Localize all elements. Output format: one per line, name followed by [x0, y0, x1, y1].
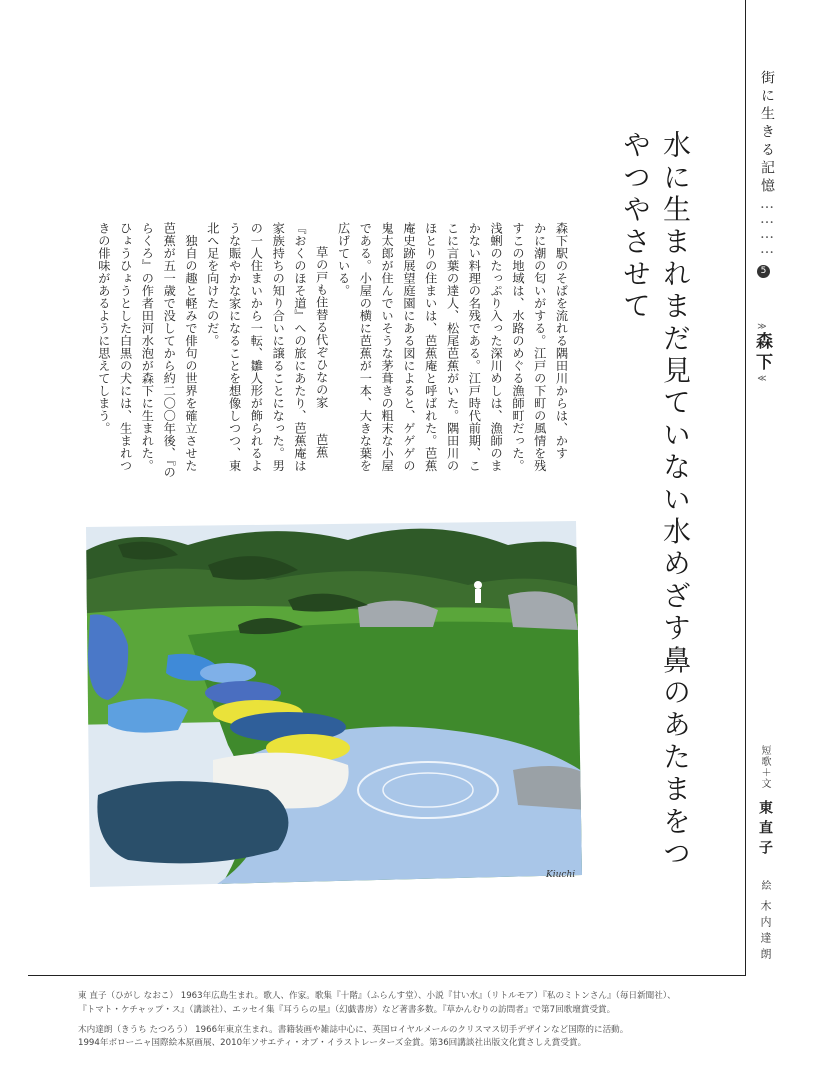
rock-dark	[97, 781, 288, 863]
essay-line: 鬼太郎が住んでいそうな茅葺きの粗末な小屋	[380, 222, 395, 472]
essay-line: かない料理の名残である。江戸時代前期、こ	[467, 222, 482, 472]
credit-role-author: 短歌＋文	[759, 745, 770, 789]
series-title	[757, 70, 777, 256]
bio-line: 東 直子（ひがし なおこ） 1963年広島生まれ。歌人、作家。歌集『十階』（ふらんす堂）、小説『甘い水』（リトルモア）『私のミトンさん』（毎日新聞社）、	[78, 991, 676, 1001]
essay-line: 独自の趣と軽みで俳句の世界を確立させた	[183, 222, 198, 472]
essay-line: 広げている。	[336, 222, 351, 297]
illustrator-signature: Kiuchi	[546, 870, 576, 880]
essay-line: 北へ足を向けたのだ。	[205, 222, 220, 347]
series-dots: …………	[759, 196, 775, 256]
essay-line: 芭蕉が五一歳で没してから約二〇〇年後、『の	[162, 222, 177, 479]
essay-line: かに潮の匂いがする。江戸の下町の風情を残	[532, 222, 547, 472]
bio-line: 『トマト・ケチャップ・ス』（講談社）、エッセイ集『耳うらの星』（幻戯書房）など著書多数。『草かんむりの訪問者』で第7回歌壇賞受賞。	[78, 1004, 616, 1015]
chevron-right-icon: ≪	[757, 374, 767, 384]
rock	[513, 766, 588, 810]
series-title-text: 街に生きる記憶	[759, 70, 775, 196]
essay-line: の一人住まいから一転、雛人形が飾られるよ	[249, 222, 264, 472]
place-name	[750, 322, 775, 384]
credit-name-author: 東直子	[757, 800, 773, 860]
haiku-line	[310, 222, 332, 462]
haiku-author: 芭蕉	[314, 433, 329, 459]
vertical-rule	[745, 0, 746, 976]
stepping-stone	[200, 663, 256, 683]
haiku-text: 草の戸も住替る代ぞひなの家	[314, 246, 329, 409]
credit-role-illustrator: 絵	[759, 880, 770, 890]
essay-line: 森下駅のそばを流れる隅田川からは、かす	[554, 222, 569, 460]
essay-line: うな賑やかな家になることを想像しつつ、東	[227, 222, 242, 472]
place-text: 森下	[752, 332, 772, 374]
essay-line: きの俳味があるように思えてしまう。	[96, 222, 111, 435]
bio-line: 1994年ボローニャ国際絵本原画展、2010年ソサエティ・オブ・イラストレーターズ金賞。第36回講談社出版文化賞さしえ賞受賞。	[78, 1038, 587, 1049]
credit-name-illustrator: 木内達朗	[759, 900, 772, 964]
essay-line: 庵史跡展望庭園にある図によると、ゲゲゲの	[401, 222, 416, 472]
horizontal-rule	[28, 975, 746, 976]
essay-body	[92, 222, 572, 479]
essay-line: 浅蜊のたっぷり入った深川めしは、漁師のま	[489, 222, 504, 472]
essay-line: 『おくのほそ道』への旅にあたり、芭蕉庵は	[292, 222, 307, 472]
bios	[78, 990, 758, 1051]
series-number-badge: 5	[757, 265, 770, 278]
bio-line: 木内達朗（きうち たつろう） 1966年東京生まれ。書籍装画や雑誌中心に、英国ロイヤルメールのクリスマス切手デザインなど国際的に活動。	[78, 1024, 629, 1035]
essay-line: ひょうひょうとした白黒の犬には、生まれつ	[118, 222, 133, 472]
essay-line: である。小屋の横に芭蕉が一本、大きな葉を	[358, 222, 373, 472]
essay-line: 家族持ちの知り合いに譲ることになった。男	[271, 222, 286, 472]
essay-line: こに言葉の達人、松尾芭蕉がいた。隅田川の	[445, 222, 460, 472]
tanka-heading: 水に生まれまだ見ていない水めざす鼻のあたまをつやつやさせて	[619, 130, 692, 871]
chevron-left-icon: ≫	[757, 322, 767, 332]
essay-line: らくろ』の作者田河水泡が森下に生まれた。	[140, 222, 155, 472]
essay-line: すこの地域は、水路のめぐる漁師町だった。	[510, 222, 525, 472]
essay-line: ほとりの住まいは、芭蕉庵と呼ばれた。芭蕉	[423, 222, 438, 472]
garden-illustration	[68, 515, 588, 890]
